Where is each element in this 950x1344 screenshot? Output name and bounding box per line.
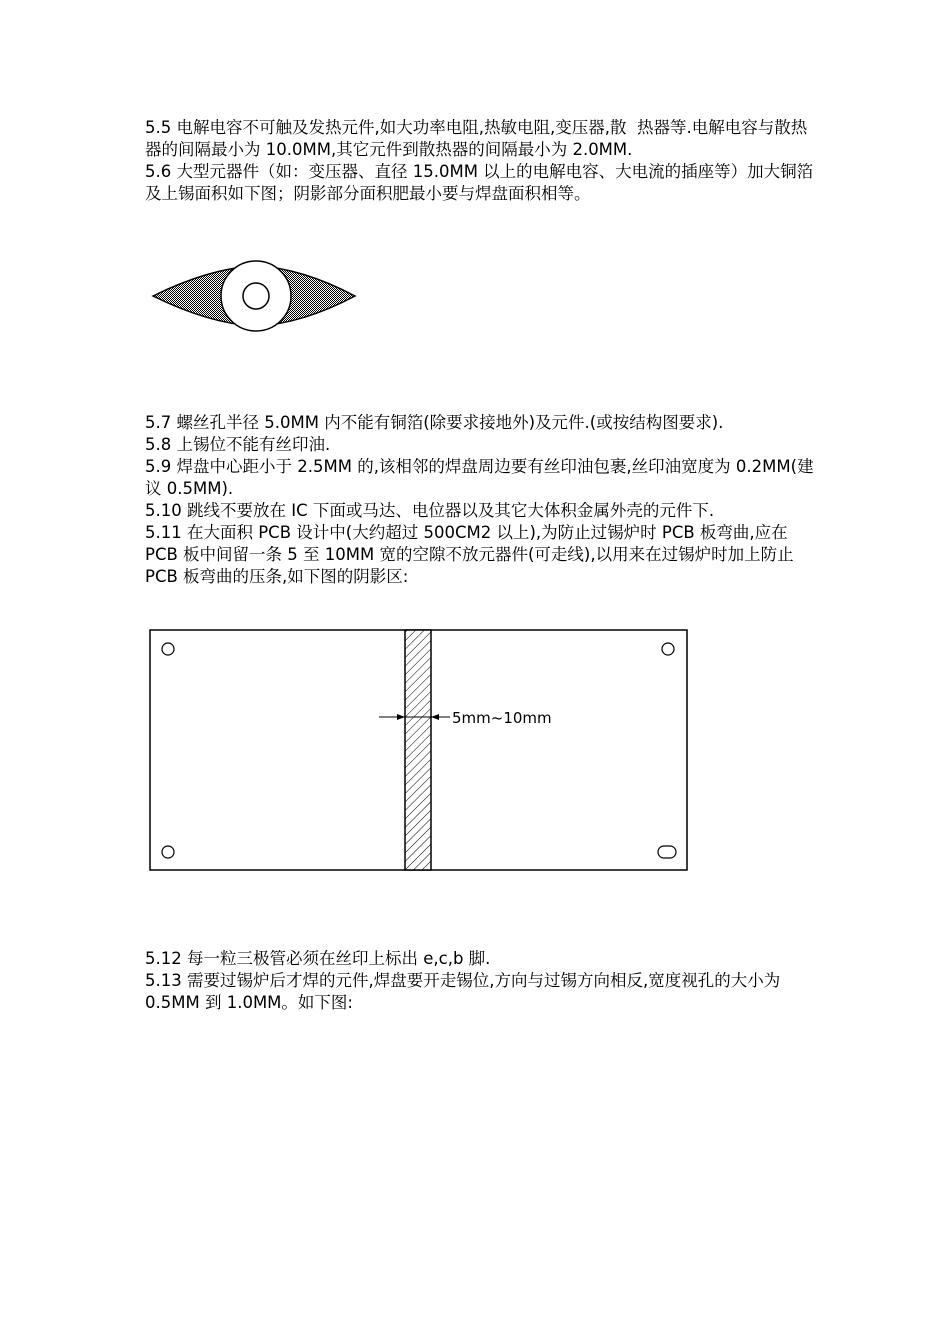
mount-hole-bottom-left xyxy=(162,846,174,858)
pad-enlargement-figure xyxy=(150,258,360,338)
para-5-12: 5.12 每一粒三极管必须在丝印上标出 e,c,b 脚. xyxy=(145,949,491,968)
section-b xyxy=(145,412,815,588)
mount-slot-bottom-right xyxy=(658,846,676,858)
para-5-11: 5.11 在大面积 PCB 设计中(大约超过 500CM2 以上),为防止过锡炉时 PCB 板弯曲,应在 PCB 板中间留一条 5 至 10MM 宽的空隙不放元器件(可走线),以用来在过锡炉时加上防止 PCB 板弯曲的压条,如下图的阴影区: xyxy=(145,523,799,586)
para-5-7: 5.7 螺丝孔半径 5.0MM 内不能有铜箔(除要求接地外)及元件.(或按结构图要求). xyxy=(145,413,724,432)
para-5-10: 5.10 跳线不要放在 IC 下面或马达、电位器以及其它大体积金属外壳的元件下. xyxy=(145,501,715,520)
para-5-9: 5.9 焊盘中心距小于 2.5MM 的,该相邻的焊盘周边要有丝印油包裹,丝印油宽度为 0.2MM(建议 0.5MM). xyxy=(145,457,814,498)
section-c xyxy=(145,948,815,1014)
hatched-strip xyxy=(405,630,431,870)
dimension-label: 5mm~10mm xyxy=(452,709,552,727)
mount-hole-top-right xyxy=(662,643,674,655)
para-5-6: 5.6 大型元器件（如：变压器、直径 15.0MM 以上的电解电容、大电流的插座等）加大铜箔及上锡面积如下图；阴影部分面积肥最小要与焊盘面积相等。 xyxy=(145,162,814,203)
para-5-13: 5.13 需要过锡炉后才焊的元件,焊盘要开走锡位,方向与过锡方向相反,宽度视孔的大小为 0.5MM 到 1.0MM。如下图: xyxy=(145,971,786,1012)
mount-hole-top-left xyxy=(162,643,174,655)
pad-hole xyxy=(243,283,269,309)
para-5-8: 5.8 上锡位不能有丝印油. xyxy=(145,435,331,454)
para-5-5: 5.5 电解电容不可触及发热元件,如大功率电阻,热敏电阻,变压器,散 热器等.电解电容与散热器的间隔最小为 10.0MM,其它元件到散热器的间隔最小为 2.0MM. xyxy=(145,118,808,159)
section-a xyxy=(145,117,815,205)
pcb-board-figure xyxy=(147,627,692,875)
